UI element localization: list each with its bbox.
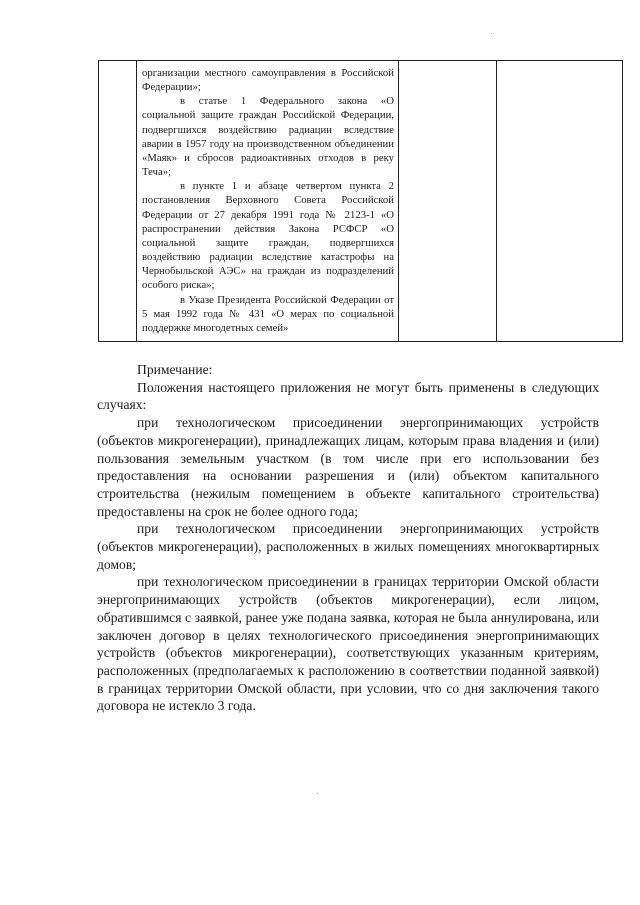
- table-paragraph: в статье 1 Федерального закона «О социальной защите граждан Российской Федерации, подвергшихся воздействию радиации вследствие аварии в 1957 году на производственном объединении «Маяк» и сбросов радиоактивных отходов в реку Теча»;: [142, 95, 394, 179]
- note-section: [97, 361, 599, 715]
- note-intro: Положения настоящего приложения не могут быть применены в следующих случаях:: [97, 379, 599, 413]
- table-paragraph: организации местного самоуправления в Российской Федерации»;: [142, 67, 394, 94]
- table: [98, 60, 623, 342]
- note-item: при технологическом присоединении энергопринимающих устройств (объектов микрогенерации), расположенных в жилых помещениях многоквартирных домов;: [97, 521, 599, 572]
- table-cell-content: [137, 61, 398, 341]
- table-paragraph: в Указе Президента Российской Федерации от 5 мая 1992 года № 431 «О мерах по социальной поддержке многодетных семей»: [142, 293, 394, 334]
- note-item: при технологическом присоединении в границах территории Омской области энергопринимающих устройств (объектов микрогенерации), если лицом, обратившимся с заявкой, ранее уже подана заявка, которая не была аннулирована, или заключен договор в целях технологического присоединения энергопринимающих устройств (объектов микрогенерации), соответствующих указанным критериям, расположенных (предполагаемых к расположению в соответствии поданной заявкой) в границах территории Омской области, при условии, что со дня заключения такого договора не истекло 3 года.: [97, 574, 599, 714]
- table-row: [99, 61, 623, 342]
- scan-speck: [491, 33, 492, 34]
- table-cell-empty: [497, 61, 623, 342]
- note-item: при технологическом присоединении энергопринимающих устройств (объектов микрогенерации), принадлежащих лицам, которым права владения и (или) пользования земельным участком (в том числе при его использовании без предоставления на основании разрешения и (или) объектом капитального строительства (нежилым помещением в объекте капитального строительства) предоставлены на срок не более одного года;: [97, 415, 599, 519]
- table-cell-text: [137, 61, 399, 342]
- table-paragraph: в пункте 1 и абзаце четвертом пункта 2 постановления Верховного Совета Российской Федерации от 27 декабря 1991 года № 2123-1 «О распространении действия Закона РСФСР «О социальной защите граждан, подвергшихся воздействию радиации вследствие катастрофы на Чернобыльской АЭС» на граждан из подразделений особого риска»;: [142, 180, 394, 292]
- table-cell-empty: [399, 61, 497, 342]
- note-heading: Примечание:: [137, 362, 213, 377]
- table-cell-number: [99, 61, 137, 342]
- scan-speck: [317, 793, 318, 794]
